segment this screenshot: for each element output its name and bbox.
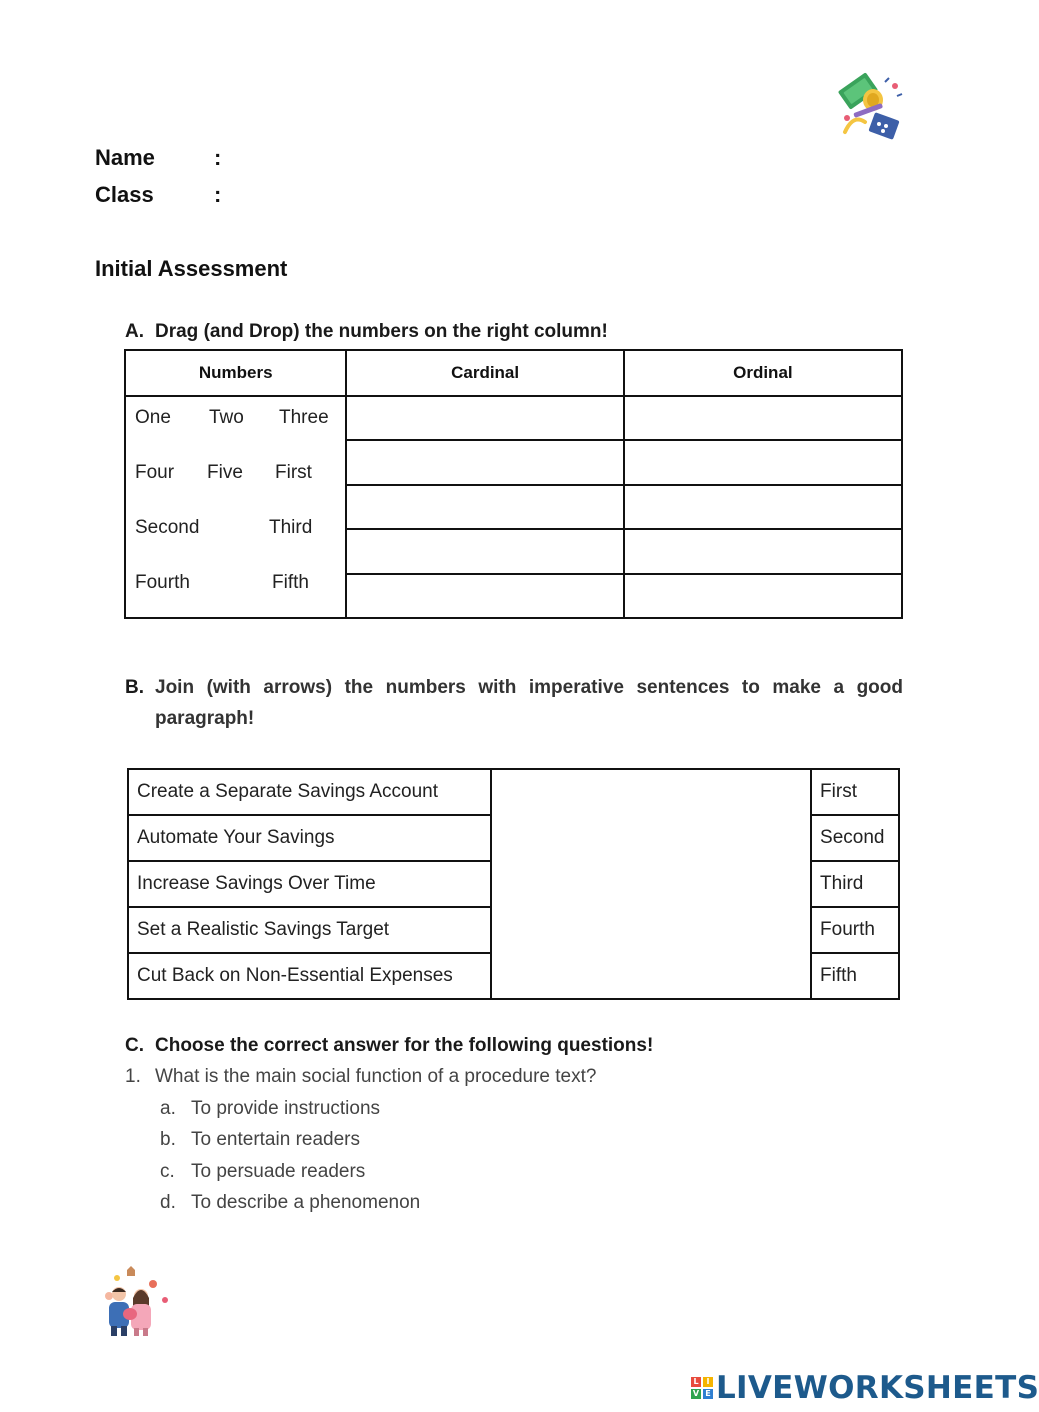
draggable-number[interactable]: Third [269, 517, 313, 538]
draggable-number[interactable]: First [275, 462, 312, 483]
numbers-table [124, 349, 903, 619]
section-b-instruction-line1: Join (with arrows) the numbers with imperative sentences to make a good [155, 677, 903, 698]
draggable-number[interactable]: Two [209, 407, 244, 428]
option-a[interactable] [160, 1098, 380, 1120]
arrow-area[interactable] [491, 769, 811, 999]
cardinal-drop-cell[interactable] [346, 396, 623, 440]
sentence-cell[interactable]: Increase Savings Over Time [128, 861, 491, 907]
number-row [135, 562, 345, 617]
ordinal-drop-cell[interactable] [624, 440, 902, 484]
matching-table [127, 768, 900, 1000]
column-header-numbers: Numbers [125, 350, 346, 396]
column-header-ordinal: Ordinal [624, 350, 902, 396]
question-1 [125, 1066, 596, 1088]
ordinal-cell[interactable]: Third [811, 861, 899, 907]
ordinal-drop-cell[interactable] [624, 396, 902, 440]
sentence-cell[interactable]: Set a Realistic Savings Target [128, 907, 491, 953]
option-text: To provide instructions [191, 1098, 381, 1119]
cardinal-drop-cell[interactable] [346, 574, 623, 618]
section-b-instruction-line2: paragraph! [155, 708, 255, 729]
option-text: To describe a phenomenon [191, 1192, 421, 1213]
option-letter: a. [160, 1098, 176, 1119]
option-d[interactable] [160, 1192, 420, 1214]
draggable-number[interactable]: Fourth [135, 572, 190, 593]
cardinal-drop-cell[interactable] [346, 485, 623, 529]
section-b-letter: B. [125, 677, 144, 698]
cardinal-drop-cell[interactable] [346, 440, 623, 484]
option-letter: b. [160, 1129, 176, 1150]
logo-block: I [703, 1377, 713, 1387]
draggable-number[interactable]: Five [207, 462, 243, 483]
page-title: Initial Assessment [95, 256, 288, 281]
liveworksheets-logo[interactable] [691, 1371, 1039, 1405]
draggable-number[interactable]: One [135, 407, 171, 428]
name-label: Name [95, 145, 155, 170]
sentence-cell[interactable]: Automate Your Savings [128, 815, 491, 861]
logo-text: LIVEWORKSHEETS [716, 1370, 1039, 1406]
logo-blocks [691, 1377, 713, 1399]
option-letter: d. [160, 1192, 176, 1213]
option-letter: c. [160, 1161, 175, 1182]
option-b[interactable] [160, 1129, 360, 1151]
ordinal-drop-cell[interactable] [624, 574, 902, 618]
draggable-number[interactable]: Second [135, 517, 200, 538]
logo-block: L [691, 1377, 701, 1387]
sentence-cell[interactable]: Create a Separate Savings Account [128, 769, 491, 815]
number-row [135, 452, 345, 507]
ordinal-drop-cell[interactable] [624, 485, 902, 529]
section-a-heading [125, 321, 905, 343]
number-row [135, 507, 345, 562]
numbers-source-cell [125, 396, 346, 618]
ordinal-cell[interactable]: Second [811, 815, 899, 861]
draggable-number[interactable]: Three [279, 407, 329, 428]
logo-block: E [703, 1389, 713, 1399]
section-a-instruction: Drag (and Drop) the numbers on the right column! [155, 321, 608, 342]
column-header-cardinal: Cardinal [346, 350, 623, 396]
draggable-number[interactable]: Fifth [272, 572, 309, 593]
ordinal-cell[interactable]: First [811, 769, 899, 815]
option-text: To entertain readers [191, 1129, 360, 1150]
question-number: 1. [125, 1066, 141, 1087]
option-c[interactable] [160, 1161, 365, 1183]
section-c-letter: C. [125, 1035, 144, 1056]
draggable-number[interactable]: Four [135, 462, 175, 483]
section-c-heading [125, 1035, 905, 1057]
question-text: What is the main social function of a procedure text? [155, 1066, 597, 1087]
section-b-heading [125, 672, 903, 734]
ordinal-cell[interactable]: Fifth [811, 953, 899, 999]
class-colon: : [214, 182, 222, 207]
ordinal-drop-cell[interactable] [624, 529, 902, 573]
class-label: Class [95, 182, 154, 207]
section-a-letter: A. [125, 321, 144, 342]
family-savings-illustration-icon [95, 1266, 173, 1338]
name-colon: : [214, 145, 222, 170]
cardinal-drop-cell[interactable] [346, 529, 623, 573]
option-text: To persuade readers [191, 1161, 366, 1182]
money-illustration-icon [835, 74, 907, 142]
logo-block: V [692, 1389, 700, 1398]
number-row [135, 397, 345, 452]
section-c-instruction: Choose the correct answer for the following questions! [155, 1035, 654, 1056]
ordinal-cell[interactable]: Fourth [811, 907, 899, 953]
sentence-cell[interactable]: Cut Back on Non-Essential Expenses [128, 953, 491, 999]
